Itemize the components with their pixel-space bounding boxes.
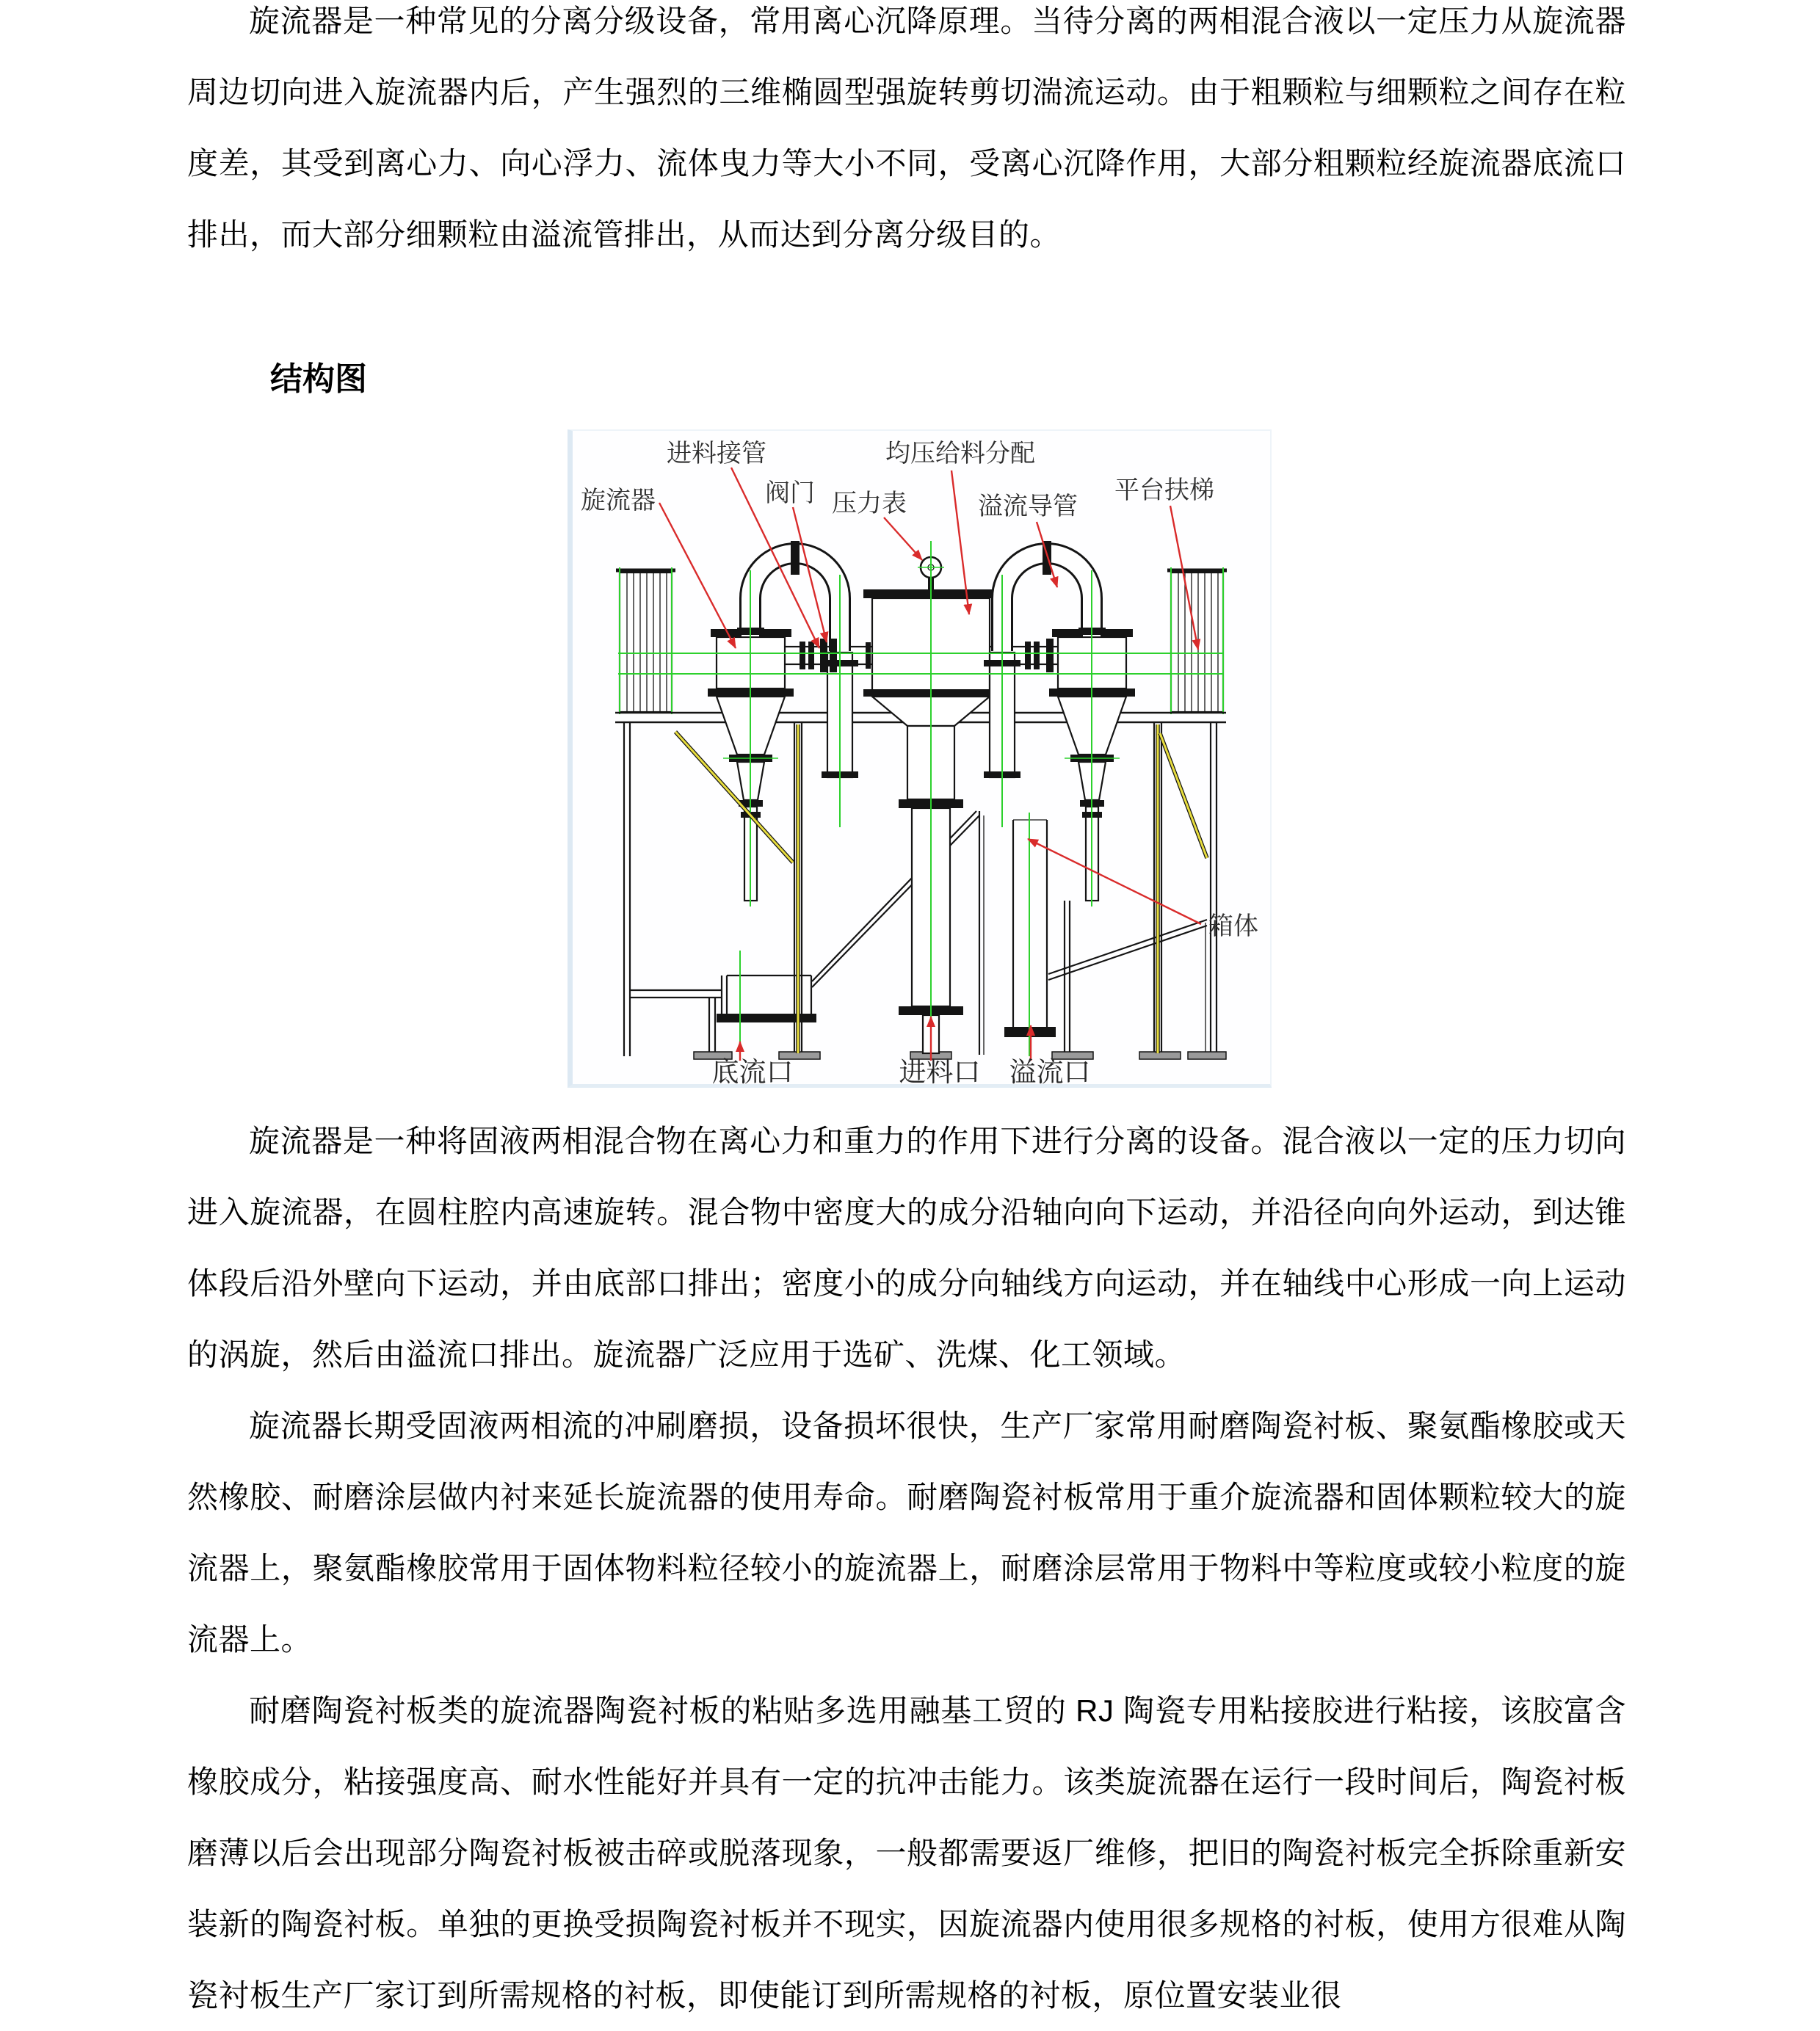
label-overflow-outlet: 溢流口 — [1009, 1057, 1091, 1084]
label-pressure-gauge: 压力表 — [832, 490, 907, 517]
structure-diagram-figure — [568, 429, 1272, 1088]
paragraph-wear-liners: 旋流器长期受固液两相流的冲刷磨损，设备损坏很快，生产厂家常用耐磨陶瓷衬板、聚氨酯橡胶或天然橡胶、耐磨涂层做内衬来延长旋流器的使用寿命。耐磨陶瓷衬板常用于重介旋流器和固体颗粒较大的旋流器上，聚氨酯橡胶常用于固体物料粒径较小的旋流器上，耐磨涂层常用于物料中等粒度或较小粒度的旋流器上。 — [187, 1409, 1626, 1657]
paragraph-working-principle: 旋流器是一种将固液两相混合物在离心力和重力的作用下进行分离的设备。混合液以一定的压力切向进入旋流器，在圆柱腔内高速旋转。混合物中密度大的成分沿轴向向下运动，并沿径向向外运动，到达锥体段后沿外壁向下运动，并由底部口排出；密度小的成分向轴线方向运动，并在轴线中心形成一向上运动的涡旋，然后由溢流口排出。旋流器广泛应用于选矿、洗煤、化工领域。 — [187, 1124, 1626, 1372]
cyclone-structure-drawing — [573, 431, 1270, 1084]
label-cyclone: 旋流器 — [581, 487, 656, 515]
paragraph-intro: 旋流器是一种常见的分离分级设备，常用离心沉降原理。当待分离的两相混合液以一定压力从旋流器周边切向进入旋流器内后，产生强烈的三维椭圆型强旋转剪切湍流运动。由于粗颗粒与细颗粒之间存在粒度差，其受到离心力、向心浮力、流体曳力等大小不同，受离心沉降作用，大部分粗颗粒经旋流器底流口排出，而大部分细颗粒由溢流管排出，从而达到分离分级目的。 — [187, 4, 1626, 252]
label-tank-body: 箱体 — [1208, 912, 1258, 940]
label-platform-ladder: 平台扶梯 — [1114, 476, 1214, 504]
label-underflow-outlet: 底流口 — [711, 1057, 794, 1084]
section-heading-structure: 结构图 — [270, 361, 367, 397]
label-valve: 阀门 — [765, 479, 815, 507]
label-feed-inlet: 进料口 — [899, 1057, 981, 1084]
label-feed-distributor: 均压给料分配 — [885, 440, 1035, 468]
label-feed-pipe: 进料接管 — [667, 440, 766, 468]
platform-ladder-left-drawing — [616, 567, 675, 714]
paragraph-ceramic-liner-bonding: 耐磨陶瓷衬板类的旋流器陶瓷衬板的粘贴多选用融基工贸的 RJ 陶瓷专用粘接胶进行粘接，该胶富含橡胶成分，粘接强度高、耐水性能好并具有一定的抗冲击能力。该类旋流器在运行一段时间后，陶瓷衬板磨薄以后会出现部分陶瓷衬板被击碎或脱落现象，一般都需要返厂维修，把旧的陶瓷衬板完全拆除重新安装新的陶瓷衬板。单独的更换受损陶瓷衬板并不现实，因旋流器内使用很多规格的衬板，使用方很难从陶瓷衬板生产厂家订到所需规格的衬板，即使能订到所需规格的衬板，原位置安装业很 — [187, 1693, 1626, 2013]
tank-body-drawing — [717, 811, 1207, 1055]
label-overflow-duct: 溢流导管 — [978, 493, 1078, 520]
